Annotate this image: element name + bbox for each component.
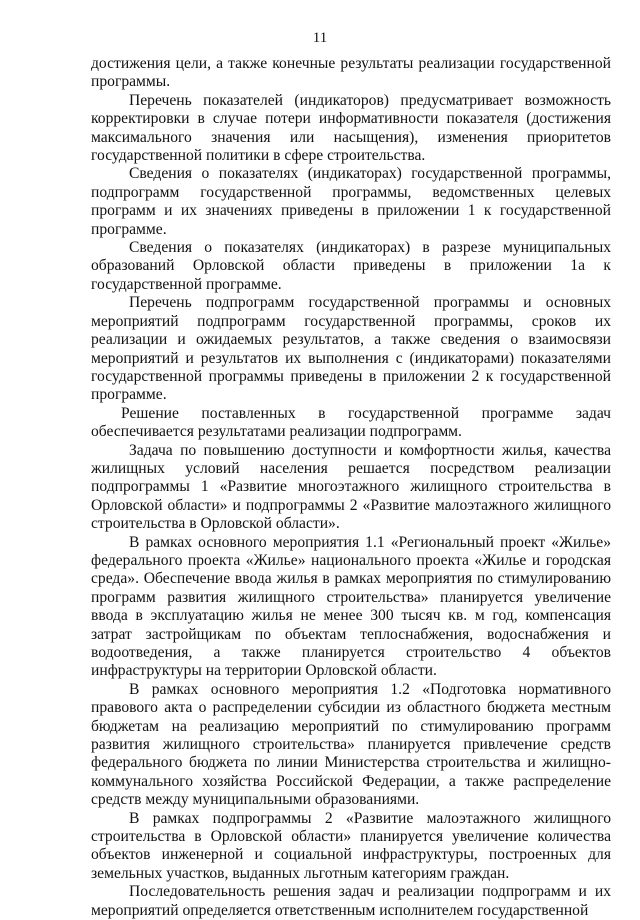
paragraph: Задача по повышению доступности и комфортности жилья, качества жилищных условий населения решается посредством реализации подпрограммы 1 «Развитие многоэтажного жилищного строительства в Орловской области» и подпрограммы 2 «Развитие малоэтажного жилищного строительства в Орловской области». xyxy=(91,441,611,533)
paragraph: В рамках основного мероприятия 1.2 «Подготовка нормативного правового акта о распределении субсидии из областного бюджета местным бюджетам на реализацию мероприятий по стимулированию программ развития жилищного строительства» планируется привлечение средств федерального бюджета по линии Министерства строительства и жилищно-коммунального хозяйства Российской Федерации, а также распределение средств между муниципальными образованиями. xyxy=(91,680,611,809)
paragraph: Сведения о показателях (индикаторах) в разрезе муниципальных образований Орловской области приведены в приложении 1а к государственной программе. xyxy=(91,239,611,293)
page-number: 11 xyxy=(312,30,328,46)
paragraph: достижения цели, а также конечные результаты реализации государственной программы. xyxy=(91,55,611,91)
paragraph: Решение поставленных в государственной программе задач обеспечивается результатами реализации подпрограмм. xyxy=(91,404,611,441)
paragraph: Последовательность решения задач и реализации подпрограмм и их мероприятий определяется ответственным исполнителем государственной xyxy=(91,883,611,919)
paragraph: В рамках основного мероприятия 1.1 «Региональный проект «Жилье» федерального проекта «Жилье» национального проекта «Жилье и городская среда». Обеспечение ввода жилья в рамках мероприятия по стимулированию программ развития жилищного строительства» планируется увеличение ввода в эксплуатацию жилья не менее 300 тысяч кв. м год, компенсация затрат застройщикам по объектам теплоснабжения, водоснабжения и водоотведения, а также планируется строительство 4 объектов инфраструктуры на территории Орловской области. xyxy=(91,533,611,680)
document-body xyxy=(91,55,611,920)
paragraph: В рамках подпрограммы 2 «Развитие малоэтажного жилищного строительства в Орловской области» планируется увеличение количества объектов инженерной и социальной инфраструктуры, построенных для земельных участков, выданных льготным категориям граждан. xyxy=(91,809,611,882)
paragraph: Сведения о показателях (индикаторах) государственной программы, подпрограмм государственной программы, ведомственных целевых программ и их значениях приведены в приложении 1 к государственной программе. xyxy=(91,165,611,238)
paragraph: Перечень подпрограмм государственной программы и основных мероприятий подпрограмм государственной программы, сроков их реализации и ожидаемых результатов, а также сведения о взаимосвязи мероприятий и результатов их выполнения с (индикаторами) показателями государственной программы приведены в приложении 2 к государственной программе. xyxy=(91,294,611,404)
paragraph: Перечень показателей (индикаторов) предусматривает возможность корректировки в случае потери информативности показателя (достижения максимального значения или насыщения), изменения приоритетов государственной политики в сфере строительства. xyxy=(91,91,611,165)
